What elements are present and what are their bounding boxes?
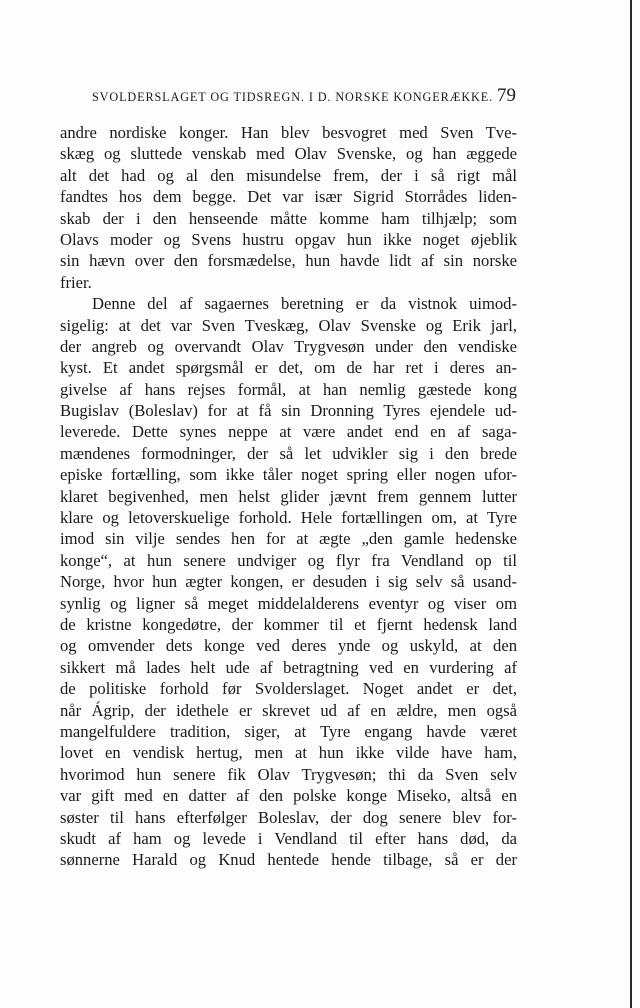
text-line: de kristne kongedøtre, der kommer til et fjernt hedensk land <box>60 614 517 634</box>
text-line: når Ágrip, der idethele er skrevet ud af en ældre, men også <box>60 700 517 720</box>
text-line: hvorimod hun senere fik Olav Trygvesøn; thi da Sven selv <box>60 764 517 784</box>
page-header <box>92 86 516 108</box>
text-line: sin hævn over den forsmædelse, hun havde lidt af sin norske <box>60 251 517 271</box>
body-text <box>60 122 517 871</box>
text-line: givelse af hans rejses formål, at han nemlig gæstede kong <box>60 379 517 399</box>
text-line: synlig og ligner så meget middelalderens eventyr og viser om <box>60 593 517 613</box>
text-line: imod sin vilje sendes hen for at ægte „den gamle hedenske <box>60 529 517 549</box>
text-line: Olavs moder og Svens hustru opgav hun ikke noget øjeblik <box>60 229 517 249</box>
text-line: Denne del af sagaernes beretning er da vistnok uimod- <box>92 294 517 314</box>
text-line: klare og letoverskuelige forhold. Hele fortællingen om, at Tyre <box>60 508 517 528</box>
running-head: SVOLDERSLAGET OG TIDSREGN. I D. NORSKE KONGERÆKKE. <box>92 90 494 104</box>
text-line: søster til hans efterfølger Boleslav, der dog senere blev for- <box>60 807 517 827</box>
text-line: lovet en vendisk hertug, men at hun ikke vilde have ham, <box>60 743 517 763</box>
text-line: klaret begivenhed, men helst glider jævnt frem gennem lutter <box>60 486 517 506</box>
text-line: Norge, hvor hun ægter kongen, er desuden i sig selv så usand- <box>60 572 517 592</box>
text-line: mændenes formodninger, der så let udvikler sig i den brede <box>60 443 517 463</box>
text-line: skudt af ham og levede i Vendland til efter hans død, da <box>60 828 517 848</box>
text-line: fandtes hos dem begge. Det var især Sigrid Storrådes liden- <box>60 187 517 207</box>
page-number: 79 <box>497 85 516 106</box>
text-line: mangelfuldere tradition, siger, at Tyre engang havde været <box>60 721 517 741</box>
text-line: alt det had og al den misundelse frem, der i så rigt mål <box>60 165 517 185</box>
text-line: de politiske forhold før Svolderslaget. Noget andet er det, <box>60 679 517 699</box>
text-line: sigelig: at det var Sven Tveskæg, Olav Svenske og Erik jarl, <box>60 315 517 335</box>
text-line: var gift med en datter af den polske konge Miseko, altså en <box>60 786 517 806</box>
text-line: frier. <box>60 272 92 292</box>
page-edge-line <box>630 0 632 1008</box>
text-line: episke fortælling, som ikke tåler noget spring eller nogen ufor- <box>60 465 517 485</box>
text-line: kyst. Et andet spørgsmål er det, om de har ret i deres an- <box>60 358 517 378</box>
text-line: og omvender dets konge ved deres ynde og uskyld, at den <box>60 636 517 656</box>
text-line: skab der i den henseende måtte komme ham tilhjælp; som <box>60 208 517 228</box>
text-line: der angreb og overvandt Olav Trygvesøn under den vendiske <box>60 336 517 356</box>
text-line: konge“, at hun senere undviger og flyr fra Vendland op til <box>60 550 517 570</box>
text-line: Bugislav (Boleslav) for at få sin Dronning Tyres ejendele ud- <box>60 401 517 421</box>
text-line: sønnerne Harald og Knud hentede hende tilbage, så er der <box>60 850 517 870</box>
text-line: skæg og sluttede venskab med Olav Svenske, og han æggede <box>60 144 517 164</box>
text-line: sikkert må lades helt ude af betragtning ved en vurdering af <box>60 657 517 677</box>
text-line: andre nordiske konger. Han blev besvogret med Sven Tve- <box>60 123 517 142</box>
text-line: leverede. Dette synes neppe at være andet end en af saga- <box>60 422 517 442</box>
